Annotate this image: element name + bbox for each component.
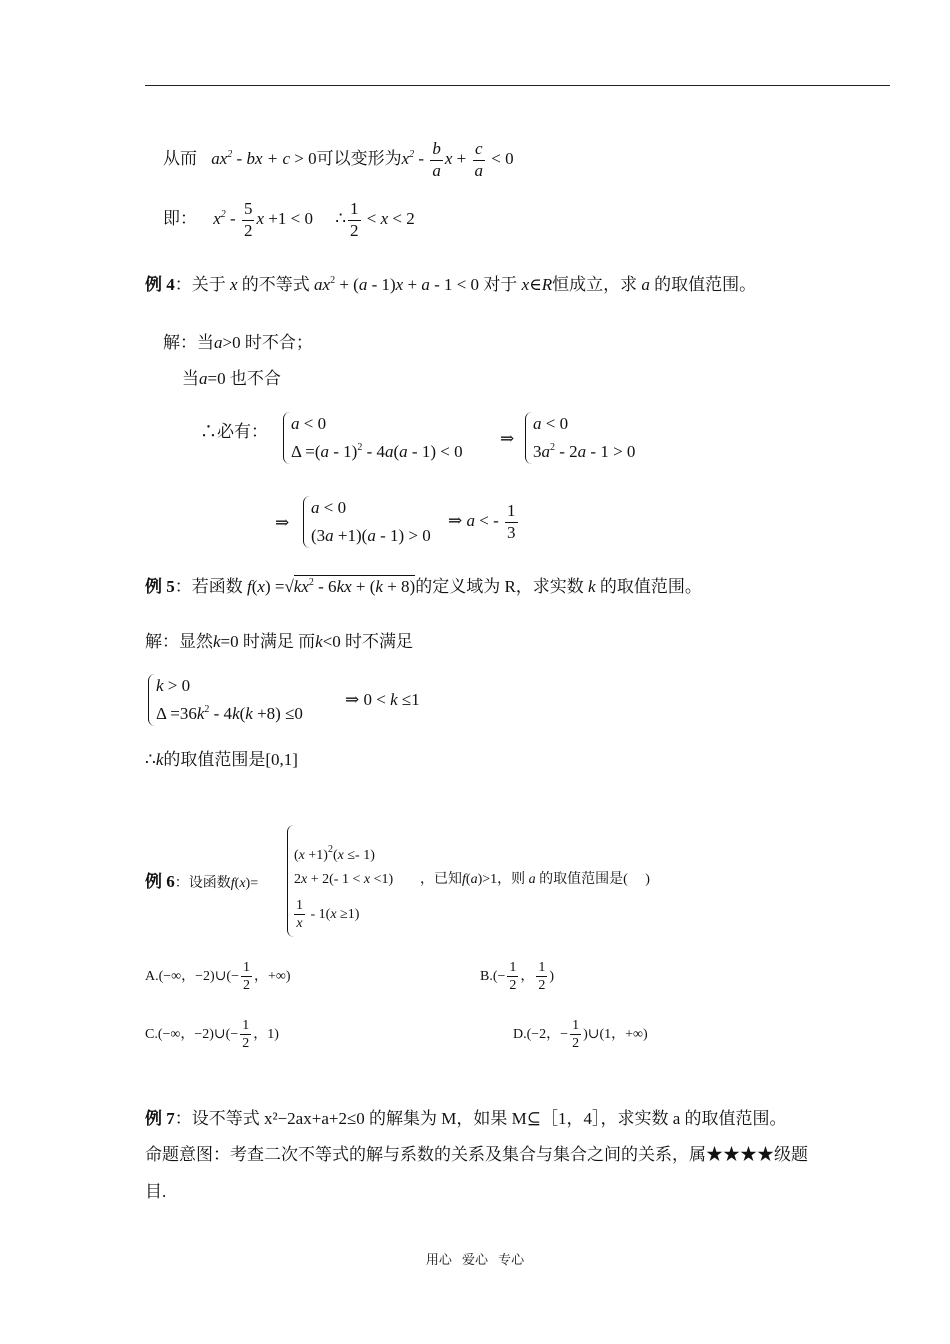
option-d: D.(−2，− $\frac{1}{2}$ )∪(1，+∞) xyxy=(513,1018,648,1052)
solution-4-result: ⇒ a < - $\frac{1}{3}$ xyxy=(448,501,516,542)
system-line: $\Delta =36k^2 - 4k(k +8) \le 0$ xyxy=(156,704,303,723)
option-a: A.(−∞，−2)∪(− $\frac{1}{2}$ ，+∞) xyxy=(145,960,291,994)
line-solution-range: 即： $x^2$ - $\frac{5}{2}$ x +1 < 0 ∴ $\frac{1}{2}$ < x < 2 xyxy=(163,199,415,240)
example-5-statement: 例 5：若函数 $f(x) =√kx^2 - 6kx + (k + 8)$的定义域为 R，求实数 k 的取值范围。 xyxy=(145,577,702,596)
brace xyxy=(148,674,155,726)
implies-arrow: ⇒ xyxy=(275,513,290,532)
example-7-intent: 命题意图：考查二次不等式的解与系数的关系及集合与集合之间的关系，属★★★★级题 xyxy=(145,1145,808,1164)
system-line: $3a^2 - 2a - 1 > 0$ xyxy=(533,442,636,461)
solution-5-result: ⇒ 0 < k ≤1 xyxy=(345,690,420,709)
page-footer: 用心 爱心 专心 xyxy=(425,1253,525,1268)
solution-5-conclusion: ∴k的取值范围是[0,1] xyxy=(145,750,298,769)
option-b: B.(− $\frac{1}{2}$ ， $\frac{1}{2}$ ) xyxy=(480,960,555,994)
solution-4-must-have: ∴必有： xyxy=(200,422,268,441)
system-line: a < 0 xyxy=(533,414,569,433)
piecewise-line: $(x +1)^2(x \le- 1)$ xyxy=(294,844,375,863)
implies-arrow: ⇒ xyxy=(500,429,515,448)
solution-4-line-2: 当a=0 也不合 xyxy=(182,369,281,388)
option-c: C.(−∞，−2)∪(− $\frac{1}{2}$ ，1) xyxy=(145,1018,279,1052)
system-line: k > 0 xyxy=(156,676,191,695)
system-line: (3a +1)(a - 1) > 0 xyxy=(311,526,431,545)
line-transform: 从而 $ax^2$ - bx + c > 0可以变形为$x^2$ - $\frac{b}{a}$ x + $\frac{c}{a}$ < 0 xyxy=(163,139,514,180)
example-7-statement: 例 7：设不等式 x²−2ax+a+2≤0 的解集为 M，如果 M⊆［1，4］，求实数 a 的取值范围。 xyxy=(145,1109,787,1128)
solution-5-line-1: 解：显然k=0 时满足 而k<0 时不满足 xyxy=(145,632,414,651)
system-line: a < 0 xyxy=(291,414,327,433)
brace xyxy=(303,496,310,548)
example-6-statement-right: ，已知f(a)>1，则 a 的取值范围是( ) xyxy=(420,872,650,887)
brace xyxy=(283,412,290,464)
solution-4-line-1: 解：当a>0 时不合； xyxy=(163,333,313,352)
brace xyxy=(525,412,532,464)
system-line: Δ =(a - 1)$^2$ - 4a(a - 1) < 0 xyxy=(291,442,463,461)
piecewise-line: $\frac{1}{x}$ - 1(x ≥1) xyxy=(296,898,360,932)
system-line: a < 0 xyxy=(311,498,347,517)
example-6-statement-left: 例 6：设函数f(x)= xyxy=(145,872,259,891)
example-7-intent-cont: 目. xyxy=(145,1182,167,1201)
example-4-statement: 例 4：关于 x 的不等式 $ax^2 + (a - 1)x + a - 1 < 0$ 对于 x∈R恒成立，求 a 的取值范围。 xyxy=(145,275,757,294)
header-rule xyxy=(145,85,890,86)
piecewise-line: 2x + 2(- 1 < x <1) xyxy=(294,872,394,887)
